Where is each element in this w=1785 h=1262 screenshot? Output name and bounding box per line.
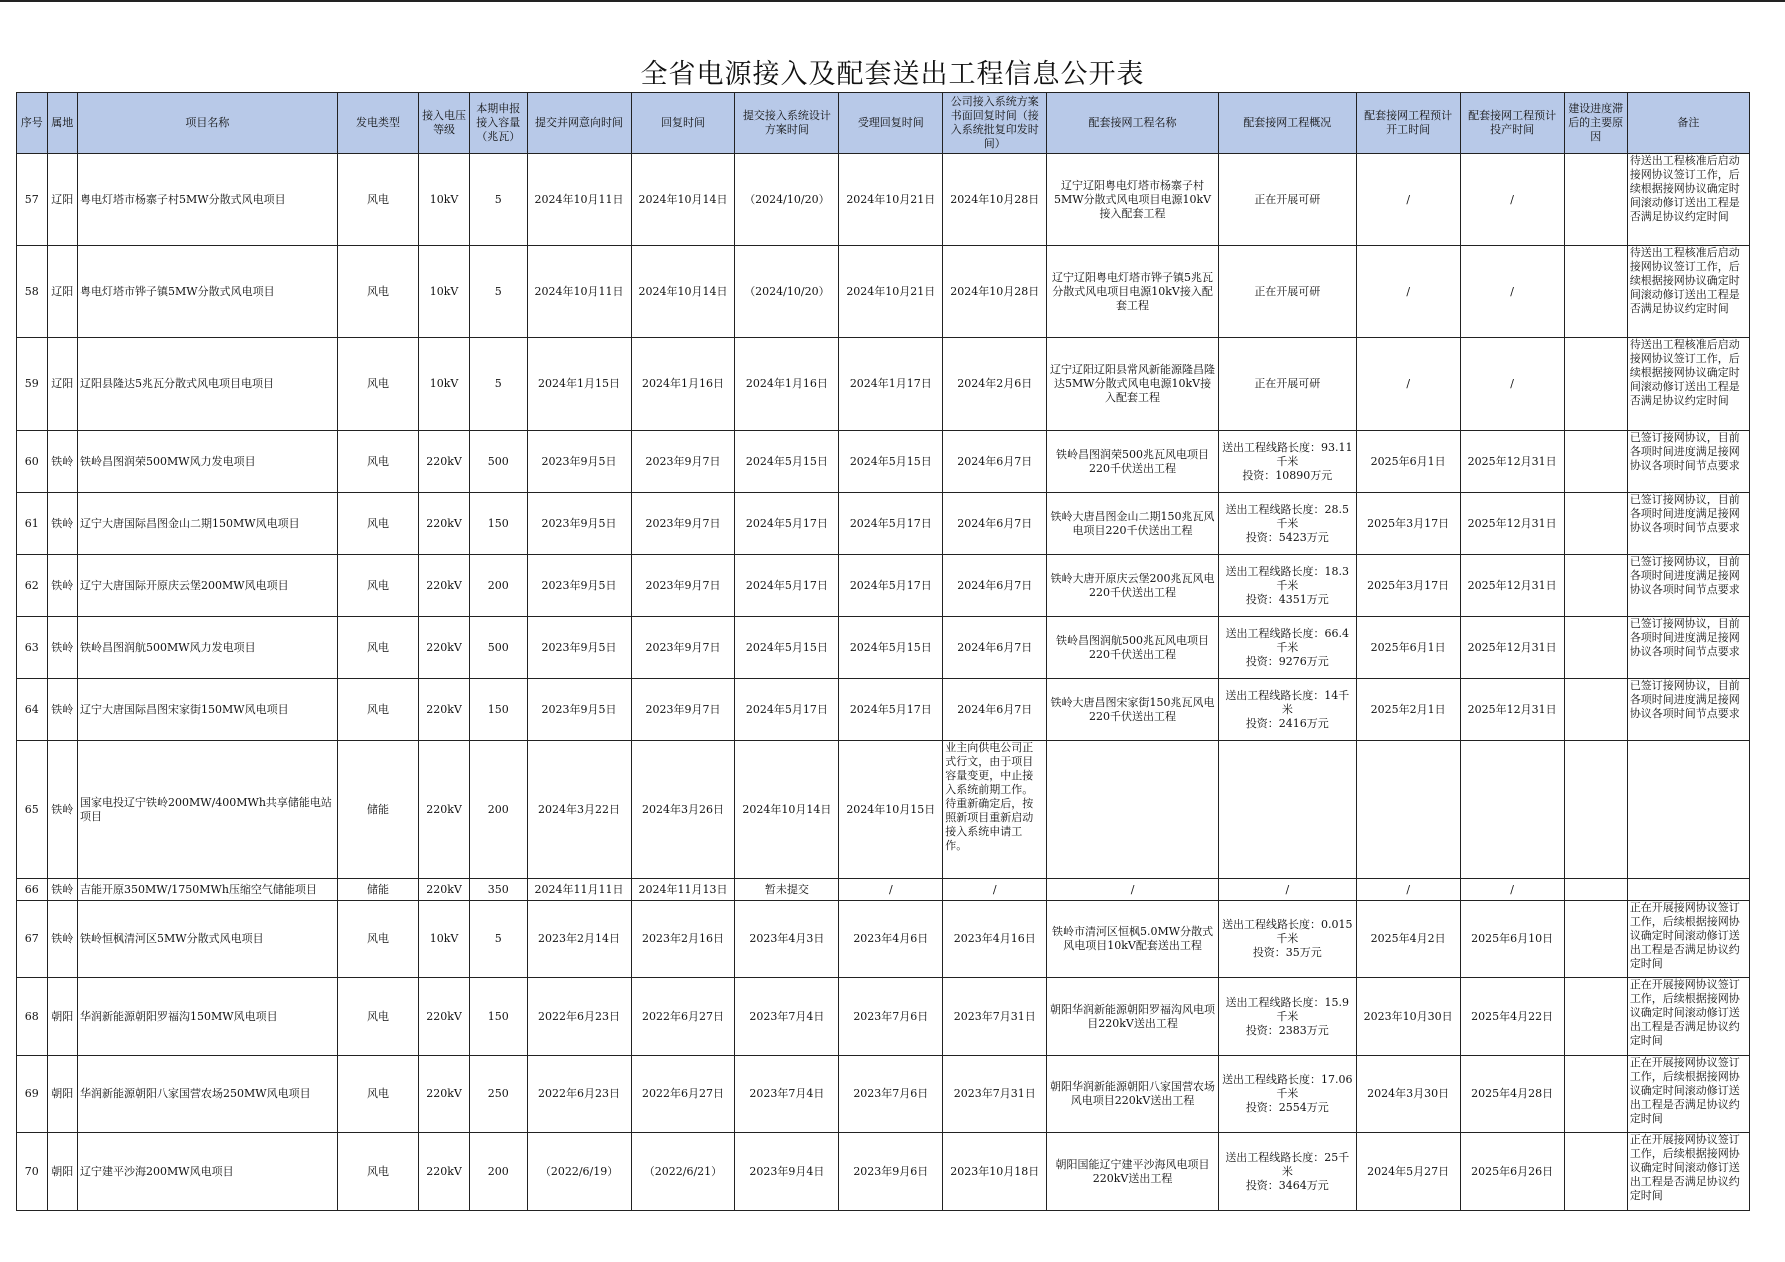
table-cell: 2023年9月7日	[631, 617, 735, 679]
table-cell: 暂未提交	[735, 879, 839, 901]
table-cell	[1460, 741, 1564, 879]
table-cell: 2025年12月31日	[1460, 555, 1564, 617]
table-cell: 华润新能源朝阳八家国营农场250MW风电项目	[78, 1056, 338, 1133]
table-cell: /	[1047, 879, 1219, 901]
table-row	[17, 1056, 1750, 1133]
table-cell: 铁岭昌图润航500兆瓦风电项目220千伏送出工程	[1047, 617, 1219, 679]
table-cell: 储能	[337, 741, 418, 879]
table-cell: 2024年10月28日	[943, 246, 1047, 338]
column-header: 建设进度滞后的主要原因	[1564, 93, 1627, 154]
table-cell: 风电	[337, 431, 418, 493]
table-cell	[1564, 679, 1627, 741]
table-cell: 220kV	[419, 493, 470, 555]
table-cell: /	[1460, 879, 1564, 901]
table-cell: 朝阳华润新能源朝阳八家国营农场风电项目220kV送出工程	[1047, 1056, 1219, 1133]
table-cell: 华润新能源朝阳罗福沟150MW风电项目	[78, 978, 338, 1056]
table-cell: 铁岭大唐昌图金山二期150兆瓦风电项目220千伏送出工程	[1047, 493, 1219, 555]
table-cell: 2025年4月2日	[1356, 901, 1460, 978]
table-cell: /	[1460, 154, 1564, 246]
table-cell: 朝阳	[47, 1133, 78, 1211]
table-cell: 220kV	[419, 617, 470, 679]
table-cell: 2023年9月5日	[527, 679, 631, 741]
table-cell: 送出工程线路长度：66.4千米 投资：9276万元	[1218, 617, 1356, 679]
table-cell: 2023年7月6日	[839, 1056, 943, 1133]
table-cell: 220kV	[419, 1133, 470, 1211]
table-row	[17, 1133, 1750, 1211]
table-cell: （2024/10/20）	[735, 246, 839, 338]
table-cell: 2024年10月14日	[631, 246, 735, 338]
table-cell: 辽宁辽阳辽阳县常风新能源隆昌隆达5MW分散式风电电源10kV接入配套工程	[1047, 338, 1219, 431]
table-cell: 铁岭	[47, 879, 78, 901]
table-cell: 2024年11月11日	[527, 879, 631, 901]
table-cell	[1564, 901, 1627, 978]
table-cell: 2024年5月27日	[1356, 1133, 1460, 1211]
table-cell: 铁岭大唐昌图宋家街150兆瓦风电220千伏送出工程	[1047, 679, 1219, 741]
table-cell: 2025年12月31日	[1460, 493, 1564, 555]
table-cell: 2025年4月28日	[1460, 1056, 1564, 1133]
table-cell: 5	[469, 154, 527, 246]
table-cell: /	[1356, 154, 1460, 246]
column-header: 备注	[1627, 93, 1749, 154]
remark-cell: 正在开展接网协议签订工作，后续根据接网协议确定时间滚动修订送出工程是否满足协议约定时间	[1627, 1133, 1749, 1211]
column-header: 序号	[17, 93, 48, 154]
table-row	[17, 741, 1750, 879]
table-cell: 铁岭	[47, 617, 78, 679]
column-header: 配套接网工程预计开工时间	[1356, 93, 1460, 154]
table-cell: 2024年10月14日	[735, 741, 839, 879]
remark-cell: 正在开展接网协议签订工作，后续根据接网协议确定时间滚动修订送出工程是否满足协议约定时间	[1627, 978, 1749, 1056]
table-cell: 2024年3月26日	[631, 741, 735, 879]
table-cell: 69	[17, 1056, 48, 1133]
table-cell: 500	[469, 617, 527, 679]
table-row	[17, 493, 1750, 555]
column-header: 配套接网工程概况	[1218, 93, 1356, 154]
table-cell: 2024年5月17日	[839, 493, 943, 555]
column-header: 公司接入系统方案书面回复时间（接入系统批复印发时间）	[943, 93, 1047, 154]
table-cell: 63	[17, 617, 48, 679]
table-cell: 2025年2月1日	[1356, 679, 1460, 741]
column-header: 配套接网工程名称	[1047, 93, 1219, 154]
table-cell: （2024/10/20）	[735, 154, 839, 246]
table-cell: /	[839, 879, 943, 901]
table-cell: 风电	[337, 1056, 418, 1133]
table-cell: 2024年11月13日	[631, 879, 735, 901]
table-cell: 220kV	[419, 555, 470, 617]
table-cell: 5	[469, 901, 527, 978]
table-cell	[1564, 555, 1627, 617]
table-cell: 220kV	[419, 1056, 470, 1133]
table-cell: 2024年6月7日	[943, 431, 1047, 493]
table-cell: 2024年6月7日	[943, 617, 1047, 679]
table-cell: 正在开展可研	[1218, 154, 1356, 246]
column-header: 发电类型	[337, 93, 418, 154]
table-cell: 铁岭	[47, 493, 78, 555]
table-cell: 铁岭市清河区恒枫5.0MW分散式风电项目10kV配套送出工程	[1047, 901, 1219, 978]
table-cell: 2023年9月5日	[527, 493, 631, 555]
table-cell: 150	[469, 493, 527, 555]
table-cell	[1564, 1056, 1627, 1133]
table-cell: 朝阳国能辽宁建平沙海风电项目220kV送出工程	[1047, 1133, 1219, 1211]
table-cell: 辽阳县隆达5兆瓦分散式风电项目电项目	[78, 338, 338, 431]
column-header: 受理回复时间	[839, 93, 943, 154]
table-cell: 辽宁辽阳粤电灯塔市铧子镇5兆瓦分散式风电项目电源10kV接入配套工程	[1047, 246, 1219, 338]
table-cell: 200	[469, 1133, 527, 1211]
table-cell: 350	[469, 879, 527, 901]
table-row	[17, 154, 1750, 246]
table-cell: 2023年9月5日	[527, 617, 631, 679]
table-cell: 10kV	[419, 246, 470, 338]
remark-cell: 已签订接网协议，目前各项时间进度满足接网协议各项时间节点要求	[1627, 493, 1749, 555]
table-cell: 正在开展可研	[1218, 338, 1356, 431]
table-cell: 61	[17, 493, 48, 555]
table-cell: 2024年10月11日	[527, 246, 631, 338]
table-cell	[1564, 1133, 1627, 1211]
table-cell: 59	[17, 338, 48, 431]
table-cell: 风电	[337, 246, 418, 338]
table-cell: 2024年5月17日	[839, 679, 943, 741]
table-cell: 业主向供电公司正式行文，由于项目容量变更，中止接入系统前期工作。待重新确定后，按照新项目重新启动接入系统申请工作。	[943, 741, 1047, 879]
table-cell: 2024年10月14日	[631, 154, 735, 246]
table-cell: 2023年4月6日	[839, 901, 943, 978]
table-cell: 2024年6月7日	[943, 679, 1047, 741]
table-cell: 朝阳	[47, 1056, 78, 1133]
column-header: 提交接入系统设计方案时间	[735, 93, 839, 154]
table-cell	[1564, 154, 1627, 246]
table-cell: 2023年9月5日	[527, 431, 631, 493]
header-row	[17, 93, 1750, 154]
table-cell: 2023年10月30日	[1356, 978, 1460, 1056]
table-row	[17, 617, 1750, 679]
table-cell: 200	[469, 741, 527, 879]
table-cell: 送出工程线路长度：14千米 投资：2416万元	[1218, 679, 1356, 741]
table-cell: 2025年12月31日	[1460, 679, 1564, 741]
table-cell: 辽阳	[47, 154, 78, 246]
table-cell	[1564, 617, 1627, 679]
table-cell: 2024年5月17日	[735, 493, 839, 555]
table-cell: 朝阳	[47, 978, 78, 1056]
table-cell: 铁岭	[47, 679, 78, 741]
table-cell: 5	[469, 246, 527, 338]
table-cell: /	[1356, 246, 1460, 338]
table-cell: 2024年3月22日	[527, 741, 631, 879]
page-top-border	[0, 0, 1785, 2]
table-cell: 辽宁辽阳粤电灯塔市杨寨子村5MW分散式风电项目电源10kV接入配套工程	[1047, 154, 1219, 246]
table-cell: 65	[17, 741, 48, 879]
table-cell: 风电	[337, 493, 418, 555]
table-cell: 220kV	[419, 741, 470, 879]
table-cell	[1564, 338, 1627, 431]
table-cell: 风电	[337, 901, 418, 978]
table-cell: 铁岭恒枫清河区5MW分散式风电项目	[78, 901, 338, 978]
table-cell: /	[943, 879, 1047, 901]
table-cell: 2024年10月21日	[839, 246, 943, 338]
table-cell: 送出工程线路长度：93.11千米 投资：10890万元	[1218, 431, 1356, 493]
table-cell: 2024年10月11日	[527, 154, 631, 246]
table-cell: 风电	[337, 154, 418, 246]
table-cell: 辽宁大唐国际昌图宋家街150MW风电项目	[78, 679, 338, 741]
remark-cell	[1627, 879, 1749, 901]
table-cell: 正在开展可研	[1218, 246, 1356, 338]
table-cell: 64	[17, 679, 48, 741]
table-cell: 2023年9月7日	[631, 679, 735, 741]
table-cell	[1564, 246, 1627, 338]
table-cell: 2023年9月7日	[631, 493, 735, 555]
table-cell: 2024年5月15日	[735, 617, 839, 679]
table-cell: 2024年5月15日	[839, 617, 943, 679]
table-cell: 500	[469, 431, 527, 493]
table-cell: 送出工程线路长度：25千米 投资：3464万元	[1218, 1133, 1356, 1211]
table-cell: 2024年6月7日	[943, 493, 1047, 555]
column-header: 属地	[47, 93, 78, 154]
table-cell: 10kV	[419, 338, 470, 431]
table-cell: 2025年6月26日	[1460, 1133, 1564, 1211]
table-cell: /	[1218, 879, 1356, 901]
table-cell: 铁岭大唐开原庆云堡200兆瓦风电220千伏送出工程	[1047, 555, 1219, 617]
table-cell: 2023年7月31日	[943, 978, 1047, 1056]
table-cell: 2024年10月28日	[943, 154, 1047, 246]
table-cell: 铁岭	[47, 901, 78, 978]
table-cell: 2024年5月17日	[735, 555, 839, 617]
table-cell: 2022年6月27日	[631, 1056, 735, 1133]
table-cell	[1218, 741, 1356, 879]
table-cell: 2023年4月3日	[735, 901, 839, 978]
column-header: 接入电压等级	[419, 93, 470, 154]
table-cell: 60	[17, 431, 48, 493]
table-cell: 2024年1月17日	[839, 338, 943, 431]
table-cell: 10kV	[419, 154, 470, 246]
table-cell: 2023年9月4日	[735, 1133, 839, 1211]
table-cell: 2024年10月15日	[839, 741, 943, 879]
table-cell: 辽阳	[47, 246, 78, 338]
table-row	[17, 338, 1750, 431]
table-cell: 220kV	[419, 679, 470, 741]
table-cell: /	[1460, 246, 1564, 338]
table-cell: 风电	[337, 555, 418, 617]
table-cell: 粤电灯塔市杨寨子村5MW分散式风电项目	[78, 154, 338, 246]
table-cell: 国家电投辽宁铁岭200MW/400MWh共享储能电站项目	[78, 741, 338, 879]
table-cell: 150	[469, 679, 527, 741]
table-cell: 2023年7月4日	[735, 1056, 839, 1133]
table-cell: 2024年5月17日	[839, 555, 943, 617]
table-cell: 粤电灯塔市铧子镇5MW分散式风电项目	[78, 246, 338, 338]
table-cell: 250	[469, 1056, 527, 1133]
table-cell: 2023年7月6日	[839, 978, 943, 1056]
table-cell: 2024年1月16日	[735, 338, 839, 431]
remark-cell: 已签订接网协议，目前各项时间进度满足接网协议各项时间节点要求	[1627, 679, 1749, 741]
table-cell: /	[1460, 338, 1564, 431]
table-cell: 2024年10月21日	[839, 154, 943, 246]
column-header: 项目名称	[78, 93, 338, 154]
table-row	[17, 978, 1750, 1056]
table-cell: 220kV	[419, 431, 470, 493]
table-row	[17, 901, 1750, 978]
table-cell: 风电	[337, 1133, 418, 1211]
table-cell: 5	[469, 338, 527, 431]
table-cell: 2025年3月17日	[1356, 555, 1460, 617]
table-cell: 2024年3月30日	[1356, 1056, 1460, 1133]
table-cell: 70	[17, 1133, 48, 1211]
table-cell: 220kV	[419, 879, 470, 901]
column-header: 本期申报接入容量（兆瓦）	[469, 93, 527, 154]
column-header: 提交并网意向时间	[527, 93, 631, 154]
table-cell: 送出工程线路长度：0.015千米 投资：35万元	[1218, 901, 1356, 978]
table-cell: 辽宁大唐国际开原庆云堡200MW风电项目	[78, 555, 338, 617]
table-cell: 送出工程线路长度：28.5千米 投资：5423万元	[1218, 493, 1356, 555]
remark-cell: 正在开展接网协议签订工作，后续根据接网协议确定时间滚动修订送出工程是否满足协议约定时间	[1627, 1056, 1749, 1133]
table-cell: 57	[17, 154, 48, 246]
table-cell: 2023年4月16日	[943, 901, 1047, 978]
table-cell: 2024年1月16日	[631, 338, 735, 431]
table-cell: 辽宁建平沙海200MW风电项目	[78, 1133, 338, 1211]
project-info-table	[16, 92, 1750, 1211]
page-title: 全省电源接入及配套送出工程信息公开表	[640, 59, 1145, 90]
table-cell: 2023年9月7日	[631, 431, 735, 493]
table-cell: 2022年6月23日	[527, 978, 631, 1056]
table-cell: 2025年4月22日	[1460, 978, 1564, 1056]
remark-cell: 已签订接网协议，目前各项时间进度满足接网协议各项时间节点要求	[1627, 431, 1749, 493]
table-cell: 2024年5月17日	[735, 679, 839, 741]
table-row	[17, 431, 1750, 493]
table-cell: 62	[17, 555, 48, 617]
table-cell: 2023年10月18日	[943, 1133, 1047, 1211]
table-cell: 2022年6月23日	[527, 1056, 631, 1133]
remark-cell: 待送出工程核准后启动接网协议签订工作，后续根据接网协议确定时间滚动修订送出工程是否满足协议约定时间	[1627, 338, 1749, 431]
table-cell: 铁岭昌图润荣500MW风力发电项目	[78, 431, 338, 493]
table-cell: 2023年7月31日	[943, 1056, 1047, 1133]
table-cell: 67	[17, 901, 48, 978]
table-cell: 朝阳华润新能源朝阳罗福沟风电项目220kV送出工程	[1047, 978, 1219, 1056]
table-cell: 10kV	[419, 901, 470, 978]
table-cell: 2023年2月16日	[631, 901, 735, 978]
table-cell: 2023年7月4日	[735, 978, 839, 1056]
table-cell: 铁岭	[47, 431, 78, 493]
table-cell: 2023年9月5日	[527, 555, 631, 617]
table-cell: 2025年12月31日	[1460, 431, 1564, 493]
table-cell: 2023年2月14日	[527, 901, 631, 978]
remark-cell: 已签订接网协议，目前各项时间进度满足接网协议各项时间节点要求	[1627, 555, 1749, 617]
table-cell: /	[1356, 338, 1460, 431]
table-cell: 2023年9月7日	[631, 555, 735, 617]
remark-cell: 待送出工程核准后启动接网协议签订工作，后续根据接网协议确定时间滚动修订送出工程是否满足协议约定时间	[1627, 154, 1749, 246]
table-body	[17, 154, 1750, 1211]
table-cell: 58	[17, 246, 48, 338]
table-cell: 220kV	[419, 978, 470, 1056]
table-cell: 辽宁大唐国际昌图金山二期150MW风电项目	[78, 493, 338, 555]
column-header: 回复时间	[631, 93, 735, 154]
table-cell: 68	[17, 978, 48, 1056]
table-cell	[1356, 741, 1460, 879]
table-cell: 2024年1月15日	[527, 338, 631, 431]
table-cell: 风电	[337, 679, 418, 741]
remark-cell	[1627, 741, 1749, 879]
table-cell: 风电	[337, 617, 418, 679]
table-cell: 2024年5月15日	[735, 431, 839, 493]
table-row	[17, 879, 1750, 901]
table-cell: 辽阳	[47, 338, 78, 431]
table-cell: 送出工程线路长度：17.06千米 投资：2554万元	[1218, 1056, 1356, 1133]
table-cell: 送出工程线路长度：18.3千米 投资：4351万元	[1218, 555, 1356, 617]
table-cell	[1564, 431, 1627, 493]
table-cell: 2024年6月7日	[943, 555, 1047, 617]
table-cell: 铁岭	[47, 555, 78, 617]
table-row	[17, 679, 1750, 741]
table-cell	[1564, 879, 1627, 901]
remark-cell: 正在开展接网协议签订工作，后续根据接网协议确定时间滚动修订送出工程是否满足协议约定时间	[1627, 901, 1749, 978]
table-cell: 2025年6月10日	[1460, 901, 1564, 978]
table-cell: 2025年12月31日	[1460, 617, 1564, 679]
table-cell: （2022/6/21）	[631, 1133, 735, 1211]
table-row	[17, 555, 1750, 617]
table-header	[17, 93, 1750, 154]
table-cell	[1564, 741, 1627, 879]
table-cell: 150	[469, 978, 527, 1056]
table-cell	[1564, 978, 1627, 1056]
table-cell: （2022/6/19）	[527, 1133, 631, 1211]
table-cell: 2024年5月15日	[839, 431, 943, 493]
table-cell: 吉能开原350MW/1750MWh压缩空气储能项目	[78, 879, 338, 901]
table-cell: 储能	[337, 879, 418, 901]
table-cell: 66	[17, 879, 48, 901]
column-header: 配套接网工程预计投产时间	[1460, 93, 1564, 154]
table-cell	[1047, 741, 1219, 879]
table-cell: 铁岭昌图润荣500兆瓦风电项目220千伏送出工程	[1047, 431, 1219, 493]
table-cell: 2023年9月6日	[839, 1133, 943, 1211]
remark-cell: 已签订接网协议，目前各项时间进度满足接网协议各项时间节点要求	[1627, 617, 1749, 679]
table-cell: 200	[469, 555, 527, 617]
table-cell: 2025年3月17日	[1356, 493, 1460, 555]
table-cell: 2025年6月1日	[1356, 431, 1460, 493]
table-cell: 风电	[337, 978, 418, 1056]
remark-cell: 待送出工程核准后启动接网协议签订工作，后续根据接网协议确定时间滚动修订送出工程是否满足协议约定时间	[1627, 246, 1749, 338]
table-cell	[1564, 493, 1627, 555]
table-cell: 铁岭	[47, 741, 78, 879]
table-cell: 2022年6月27日	[631, 978, 735, 1056]
table-cell: 2025年6月1日	[1356, 617, 1460, 679]
table-cell: 铁岭昌图润航500MW风力发电项目	[78, 617, 338, 679]
table-cell: 风电	[337, 338, 418, 431]
table-cell: /	[1356, 879, 1460, 901]
table-cell: 2024年2月6日	[943, 338, 1047, 431]
table-row	[17, 246, 1750, 338]
table-cell: 送出工程线路长度：15.9千米 投资：2383万元	[1218, 978, 1356, 1056]
